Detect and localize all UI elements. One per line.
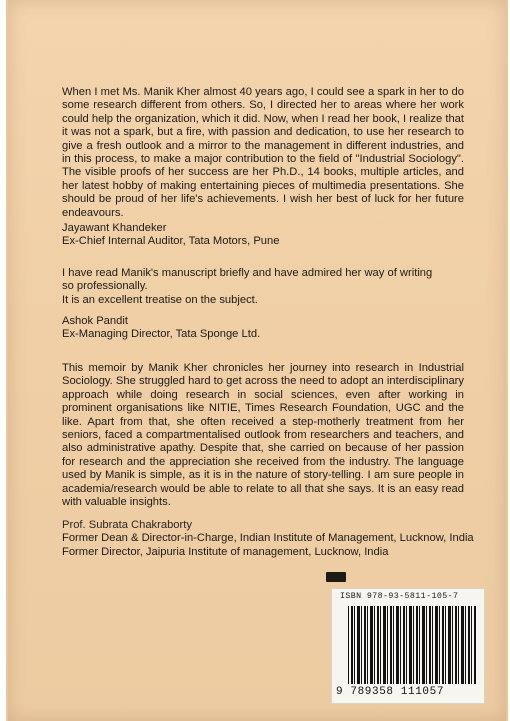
price-sticker-mark [326, 572, 346, 582]
isbn-barcode-sticker [331, 588, 485, 704]
barcode-digits: 9 789358 111057 [336, 686, 445, 698]
testimonial-2-body [62, 267, 442, 307]
isbn-label: ISBN 978-93-5811-105-7 [340, 592, 459, 601]
testimonial-2-title: Ex-Managing Director, Tata Sponge Ltd. [62, 328, 261, 341]
testimonial-1-name: Jayawant Khandeker [62, 222, 167, 234]
barcode-icon [348, 606, 476, 684]
testimonial-3-name: Prof. Subrata Chakraborty [62, 519, 192, 531]
testimonial-3-signature [62, 519, 474, 559]
book-back-cover [6, 0, 508, 721]
testimonial-1-body: When I met Ms. Manik Kher almost 40 years ago, I could see a spark in her to do some research different from others. So, I directed her to areas where her work could help the organization, which it did. Now, when I read her book, I realize that it was not a spark, but a fire, with passion and dedication, to use her research to give a fresh outlook and a mirror to the management in different industries, and in this process, to make a major contribution to the field of "Industrial Sociology". The visible proofs of her success are her Ph.D., 14 books, multiple articles, and her latest hobby of making entertaining pieces of multimedia presentations. She should be proud of her life's achievements. I wish her best of luck for her future endeavours. [62, 86, 464, 219]
testimonial-2-line-2: It is an excellent treatise on the subject. [62, 293, 258, 306]
testimonial-1-signature [62, 222, 279, 249]
testimonial-2-line-1: I have read Manik's manuscript briefly and have admired her way of writing so professionally. [62, 267, 433, 293]
testimonial-2-signature [62, 315, 260, 342]
testimonial-3-title-1: Former Dean & Director-in-Charge, Indian Institute of Management, Lucknow, India [62, 532, 474, 545]
testimonial-2-name: Ashok Pandit [62, 315, 128, 327]
testimonial-3-title-2: Former Director, Jaipuria Institute of management, Lucknow, India [62, 545, 389, 558]
testimonial-3-body: This memoir by Manik Kher chronicles her journey into research in Industrial Sociology. She struggled hard to get across the need to adopt an interdisciplinary approach while doing research in social sciences, even after working in prominent organisations like NITIE, Times Research Foundation, UGC and the like. Apart from that, she often received a step-motherly treatment from her seniors, faced a compartmentalised outlook from researchers and teachers, and also administrative apathy. Despite that, she carried on because of her passion for research and the appreciation she received from the industry. The language used by Manik is simple, as it is in the nature of story-telling. I am sure people in academia/research would be able to relate to all that she says. It is an easy read with valuable insights. [62, 362, 464, 509]
testimonial-1-title: Ex-Chief Internal Auditor, Tata Motors, Pune [62, 235, 280, 248]
